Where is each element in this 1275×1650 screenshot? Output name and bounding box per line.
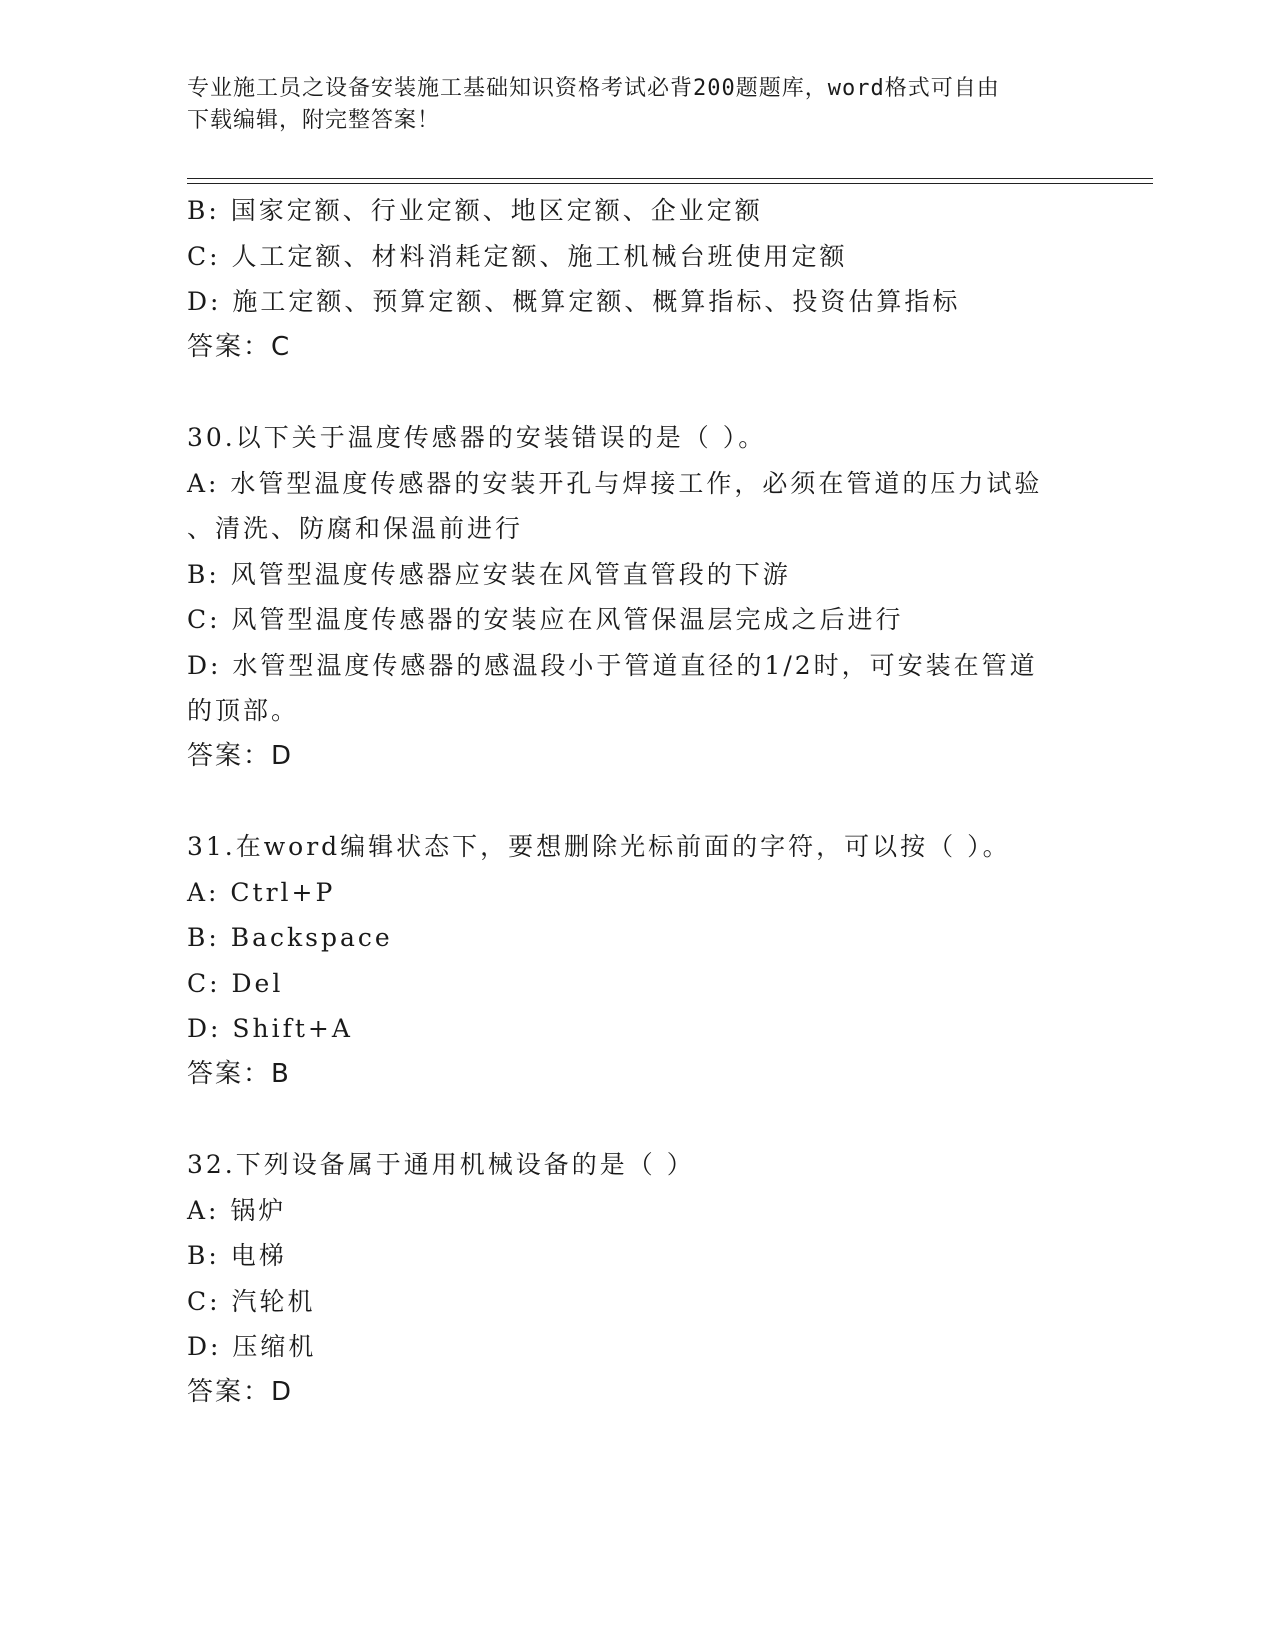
question-30 [187,415,1087,779]
question-32 [187,1142,1087,1415]
question-fragment [187,188,1087,370]
option-d: D: Shift+A [187,1014,353,1043]
page-header [187,73,1067,137]
question-text: 31.在word编辑状态下，要想删除光标前面的字符，可以按（ ）。 [187,832,1011,861]
option-b: B: 电梯 [187,1241,287,1270]
option-b: B: 国家定额、行业定额、地区定额、企业定额 [187,196,763,225]
header-divider [187,178,1153,184]
option-c: C: 汽轮机 [187,1286,316,1316]
header-title-line-1: 专业施工员之设备安装施工基础知识资格考试必背200题题库，word格式可自由 [187,76,1000,101]
option-a: A: 水管型温度传感器的安装开孔与焊接工作，必须在管道的压力试验 [187,468,1043,498]
option-a: A: Ctrl+P [187,877,336,907]
option-d: D: 施工定额、预算定额、概算定额、概算指标、投资估算指标 [187,287,961,316]
answer: 答案：B [187,1058,291,1089]
option-b: B: Backspace [187,923,393,952]
answer: 答案：D [187,740,294,771]
question-text: 30.以下关于温度传感器的安装错误的是（ ）。 [187,423,767,452]
spacer [187,370,1087,415]
option-d-continued: 的顶部。 [187,696,300,725]
question-31 [187,824,1087,1097]
option-a-continued: 、清洗、防腐和保温前进行 [187,514,524,543]
option-c: C: 风管型温度传感器的安装应在风管保温层完成之后进行 [187,605,904,634]
answer: 答案：D [187,1376,294,1407]
option-d: D: 水管型温度传感器的感温段小于管道直径的1/2时，可安装在管道 [187,650,1038,680]
header-title-line-2: 下载编辑，附完整答案！ [187,108,441,133]
answer: 答案：C [187,331,292,362]
option-b: B: 风管型温度传感器应安装在风管直管段的下游 [187,559,791,589]
option-c: C: Del [187,968,284,998]
option-d: D: 压缩机 [187,1332,317,1361]
document-body [187,188,1087,1415]
spacer [187,1097,1087,1142]
spacer [187,779,1087,824]
option-a: A: 锅炉 [187,1195,287,1225]
question-text: 32.下列设备属于通用机械设备的是（ ） [187,1150,695,1179]
option-c: C: 人工定额、材料消耗定额、施工机械台班使用定额 [187,241,848,271]
